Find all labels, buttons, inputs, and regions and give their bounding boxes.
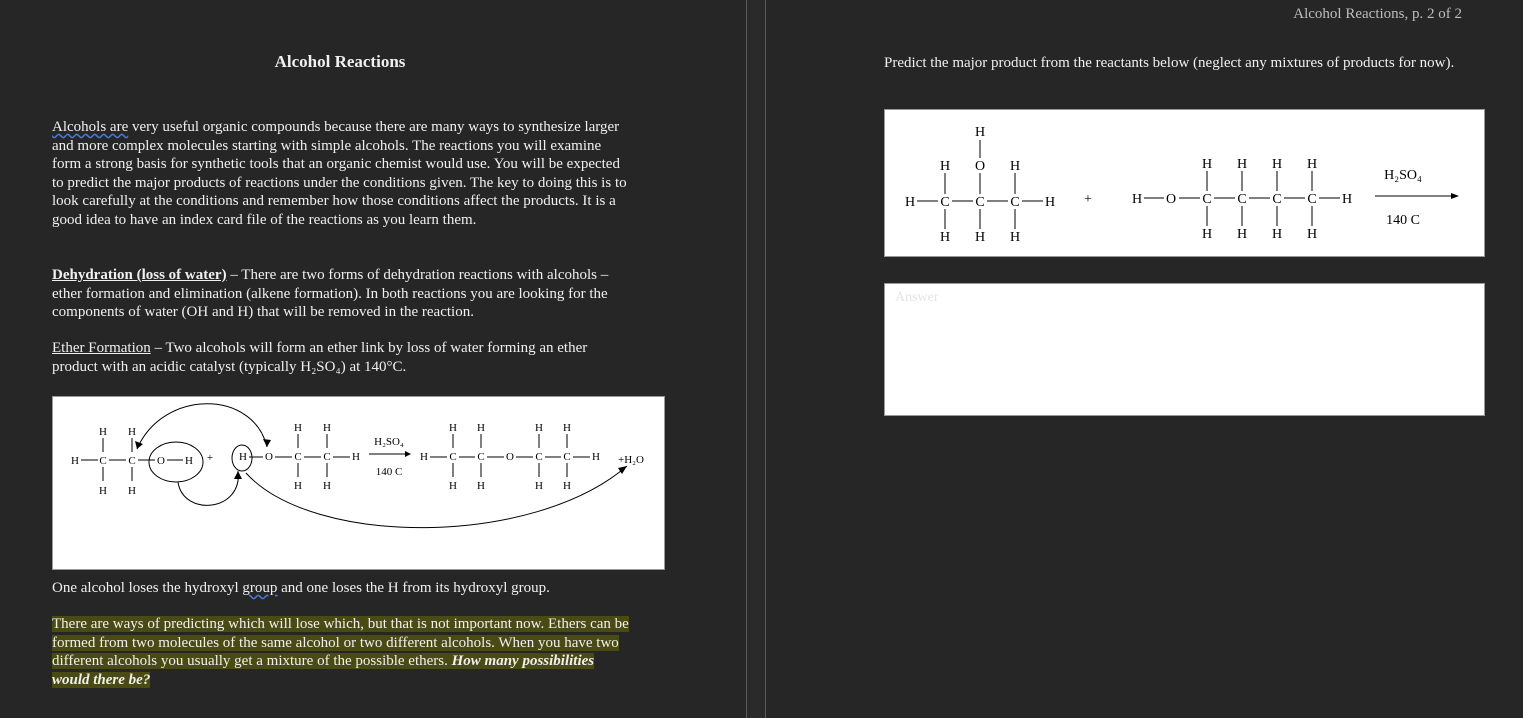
svg-text:H: H: [352, 451, 360, 463]
svg-text:+: +: [206, 452, 214, 464]
svg-text:O: O: [506, 451, 514, 463]
svg-text:C: C: [477, 451, 485, 463]
reagent-label-2: H₂SO₄: [1384, 168, 1422, 183]
intro-paragraph: [52, 118, 632, 229]
svg-text:H: H: [477, 422, 485, 434]
svg-text:H: H: [1131, 192, 1143, 207]
svg-text:H: H: [128, 426, 136, 438]
svg-text:H: H: [185, 455, 193, 467]
svg-text:H: H: [1009, 230, 1021, 245]
page-header: Alcohol Reactions, p. 2 of 2: [1293, 6, 1462, 22]
svg-text:O: O: [974, 159, 986, 174]
svg-text:C: C: [940, 195, 950, 210]
svg-text:H: H: [1044, 195, 1056, 210]
svg-text:H: H: [1236, 157, 1248, 172]
water-label: +H₂O: [618, 454, 644, 466]
ether-reaction-svg: [53, 397, 664, 569]
svg-text:C: C: [1237, 192, 1247, 207]
svg-text:H: H: [1201, 227, 1213, 242]
svg-text:H: H: [1306, 227, 1318, 242]
svg-text:H: H: [535, 422, 543, 434]
ether-paragraph: [52, 339, 632, 376]
answer-placeholder: Answer: [895, 290, 939, 305]
svg-text:H: H: [974, 125, 986, 140]
svg-text:H: H: [939, 159, 951, 174]
right-page: [766, 0, 1523, 718]
svg-text:H: H: [420, 451, 428, 463]
svg-text:C: C: [1010, 195, 1020, 210]
svg-text:H: H: [974, 230, 986, 245]
svg-text:H: H: [449, 422, 457, 434]
ether-heading: Ether Formation: [52, 340, 151, 356]
svg-text:H: H: [323, 422, 331, 434]
ether-reaction-diagram: [52, 396, 665, 570]
svg-text:C: C: [563, 451, 571, 463]
svg-text:O: O: [157, 455, 165, 467]
page-gutter: [746, 0, 766, 718]
svg-text:H: H: [323, 480, 331, 492]
svg-text:C: C: [99, 455, 107, 467]
intro-text: very useful organic compounds because there are many ways to synthesize larger and more complex molecules starting with simple alcohols. The reactions you will examine form a strong basis for synthetic tools that an organic chemist would use. You will be expected to predict the major products of reactions under the conditions given. The key to doing this is to look carefully at the conditions and remember how those conditions affect the products. It is a good idea to have an index card file of the reactions as you learn them.: [52, 119, 627, 228]
svg-text:H: H: [128, 485, 136, 497]
svg-text:H: H: [1306, 157, 1318, 172]
svg-text:C: C: [449, 451, 457, 463]
svg-text:C: C: [323, 451, 331, 463]
svg-text:H: H: [477, 480, 485, 492]
svg-text:C: C: [975, 195, 985, 210]
dehydration-heading: Dehydration (loss of water): [52, 267, 227, 283]
svg-text:H: H: [535, 480, 543, 492]
hydroxyl-paragraph: [52, 579, 672, 598]
svg-text:C: C: [535, 451, 543, 463]
predict-reaction-diagram: [884, 109, 1485, 257]
svg-text:H: H: [1009, 159, 1021, 174]
svg-text:H: H: [563, 480, 571, 492]
svg-text:H: H: [1201, 157, 1213, 172]
svg-text:H: H: [99, 426, 107, 438]
dehydration-text: – There are two forms of dehydration reactions with alcohols – ether formation and elimination (alkene formation). In both reactions you are looking for the components of water (OH and H) that will be removed in the reaction.: [52, 267, 609, 320]
svg-text:H: H: [1236, 227, 1248, 242]
condition-label-1: 140 C: [375, 466, 403, 478]
svg-text:H: H: [592, 451, 600, 463]
svg-text:H: H: [939, 230, 951, 245]
hydroxyl-before: One alcohol loses the hydroxyl: [52, 580, 243, 596]
ether-text: – Two alcohols will form an ether link by loss of water forming an ether product with an acidic catalyst (typically H₂SO₄) at 140°C.: [52, 340, 588, 375]
svg-text:H: H: [449, 480, 457, 492]
reagent-label-1: H₂SO₄: [374, 436, 404, 448]
plus-sign: +: [1084, 192, 1092, 207]
svg-text:C: C: [294, 451, 302, 463]
answer-field[interactable]: [884, 283, 1485, 416]
dehydration-paragraph: [52, 266, 632, 322]
svg-text:H: H: [904, 195, 916, 210]
hydroxyl-word: group: [242, 580, 278, 596]
page-title: Alcohol Reactions: [274, 52, 406, 71]
highlighted-text: There are ways of predicting which will lose which, but that is not important now. Ethers can be formed from two molecules of the same alcohol or two different alcohols. When you have two different alcohols you usually get a mixture of the possible ethers.: [52, 616, 629, 669]
svg-text:H: H: [563, 422, 571, 434]
svg-text:O: O: [1165, 192, 1177, 207]
svg-text:H: H: [239, 451, 247, 463]
condition-label-2: 140 C: [1386, 213, 1420, 228]
svg-text:C: C: [128, 455, 136, 467]
highlighted-question: How many possibilities would there be?: [52, 653, 595, 688]
svg-text:C: C: [1272, 192, 1282, 207]
hydroxyl-after: and one loses the H from its hydroxyl group.: [277, 580, 550, 596]
prompt-paragraph: Predict the major product from the reactants below (neglect any mixtures of products for now).: [884, 55, 1455, 71]
predict-reaction-svg: [885, 110, 1484, 256]
svg-text:H: H: [294, 422, 302, 434]
svg-text:H: H: [1341, 192, 1353, 207]
svg-text:H: H: [71, 455, 79, 467]
svg-text:H: H: [294, 480, 302, 492]
svg-text:C: C: [1202, 192, 1212, 207]
intro-lead: Alcohols are: [52, 119, 129, 135]
svg-text:H: H: [99, 485, 107, 497]
svg-text:H: H: [1271, 157, 1283, 172]
left-page: [0, 0, 746, 718]
highlighted-paragraph: [52, 615, 630, 689]
svg-text:O: O: [265, 451, 273, 463]
svg-text:C: C: [1307, 192, 1317, 207]
svg-text:H: H: [1271, 227, 1283, 242]
